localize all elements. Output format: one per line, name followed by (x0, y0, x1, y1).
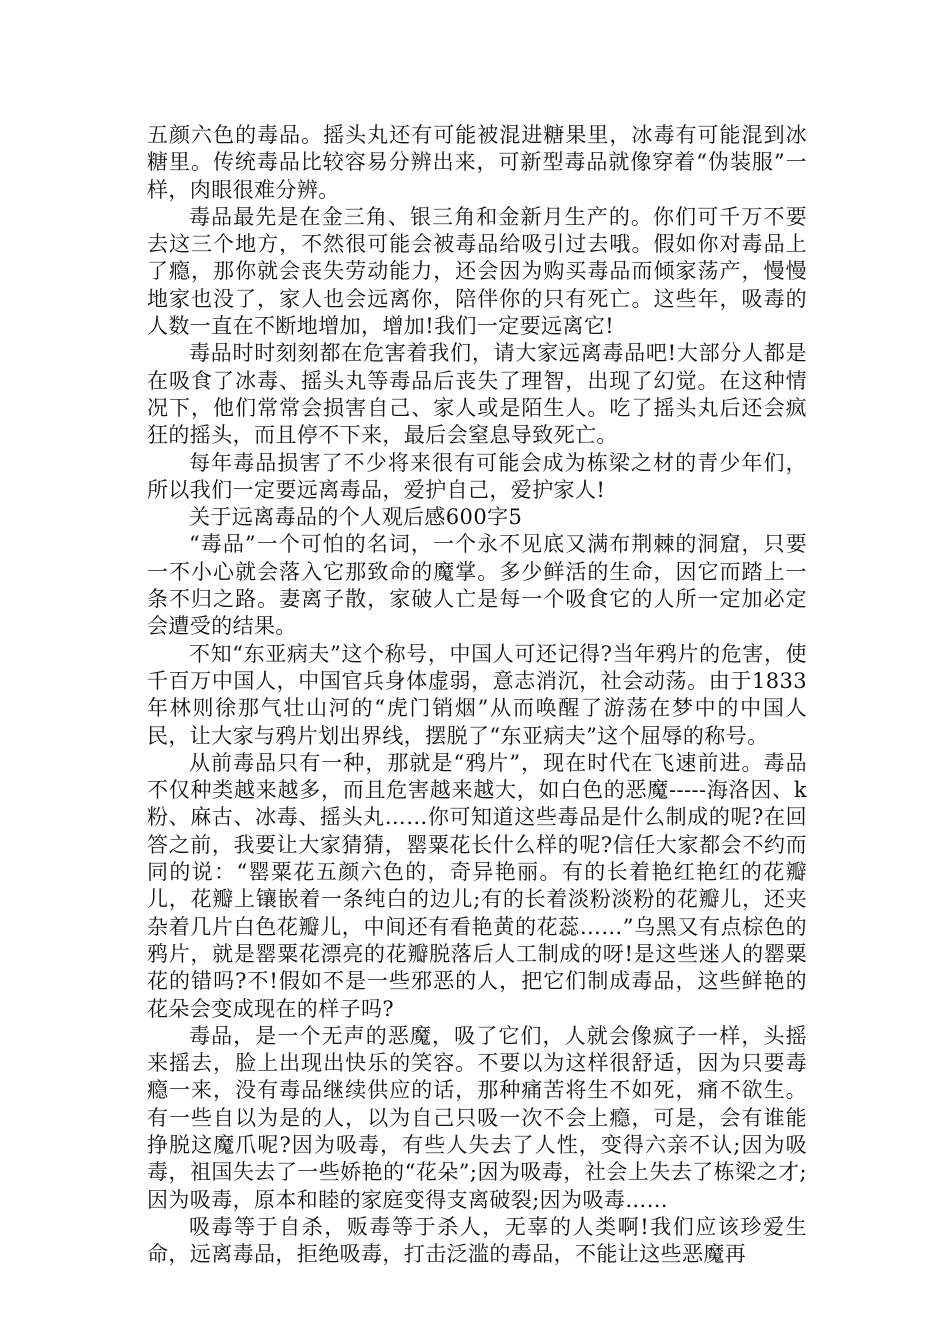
paragraph-4: 每年毒品损害了不少将来很有可能会成为栋梁之材的青少年们，所以我们一定要远离毒品，爱护自己，爱护家人! (147, 450, 807, 502)
document-page (147, 122, 807, 1268)
paragraph-3: 毒品时时刻刻都在危害着我们，请大家远离毒品吧!大部分人都是在吸食了冰毒、摇头丸等毒品后丧失了理智，出现了幻觉。在这种情况下，他们常常会损害自己、家人或是陌生人。吃了摇头丸后还会疯狂的摇头，而且停不下来，最后会窒息导致死亡。 (147, 341, 807, 448)
paragraph-5: “毒品”一个可怕的名词，一个永不见底又满布荆棘的洞窟，只要一不小心就会落入它那致命的魔掌。多少鲜活的生命，因它而踏上一条不归之路。妻离子散，家破人亡是每一个吸食它的人所一定加必定会遭受的结果。 (147, 532, 807, 639)
paragraph-9: 吸毒等于自杀，贩毒等于杀人，无辜的人类啊!我们应该珍爱生命，远离毒品，拒绝吸毒，打击泛滥的毒品，不能让这些恶魔再 (147, 1214, 807, 1267)
paragraph-7: 从前毒品只有一种，那就是“鸦片”，现在时代在飞速前进。毒品不仅种类越来越多，而且危害越来越大，如白色的恶魔-----海洛因、k粉、麻古、冰毒、摇头丸……你可知道这些毒品是什么制成的呢?在回答之前，我要让大家猜猜，罂粟花长什么样的呢?信任大家都会不约而同的说：“罂粟花五颜六色的，奇异艳丽。有的长着艳红艳红的花瓣儿，花瓣上镶嵌着一条纯白的边儿;有的长着淡粉淡粉的花瓣儿，还夹杂着几片白色花瓣儿，中间还有看艳黄的花蕊……”乌黑又有点棕色的鸦片，就是罂粟花漂亮的花瓣脱落后人工制成的呀!是这些迷人的罂粟花的错吗?不!假如不是一些邪恶的人，把它们制成毒品，这些鲜艳的花朵会变成现在的样子吗? (147, 750, 807, 1021)
paragraph-8: 毒品，是一个无声的恶魔，吸了它们，人就会像疯子一样，头摇来摇去，脸上出现出快乐的笑容。不要以为这样很舒适，因为只要毒瘾一来，没有毒品继续供应的话，那种痛苦将生不如死，痛不欲生。有一些自以为是的人，以为自己只吸一次不会上瘾，可是，会有谁能挣脱这魔爪呢?因为吸毒，有些人失去了人性，变得六亲不认;因为吸毒，祖国失去了一些娇艳的“花朵”;因为吸毒，社会上失去了栋梁之才;因为吸毒，原本和睦的家庭变得支离破裂;因为吸毒…… (147, 1023, 807, 1212)
paragraph-2: 毒品最先是在金三角、银三角和金新月生产的。你们可千万不要去这三个地方，不然很可能会被毒品给吸引过去哦。假如你对毒品上了瘾，那你就会丧失劳动能力，还会因为购买毒品而倾家荡产，慢慢地家也没了，家人也会远离你，陪伴你的只有死亡。这些年，吸毒的人数一直在不断地增加，增加!我们一定要远离它! (147, 204, 807, 339)
paragraph-6: 不知“东亚病夫”这个称号，中国人可还记得?当年鸦片的危害，使千百万中国人，中国官兵身体虚弱，意志消沉，社会动荡。由于1833年林则徐那气壮山河的“虎门销烟”从而唤醒了游荡在梦中的中国人民，让大家与鸦片划出界线，摆脱了“东亚病夫”这个屈辱的称号。 (147, 641, 807, 748)
paragraph-1: 五颜六色的毒品。摇头丸还有可能被混进糖果里，冰毒有可能混到冰糖里。传统毒品比较容易分辨出来，可新型毒品就像穿着“伪装服”一样，肉眼很难分辨。 (147, 123, 807, 202)
section-heading: 关于远离毒品的个人观后感600字5 (189, 505, 523, 530)
